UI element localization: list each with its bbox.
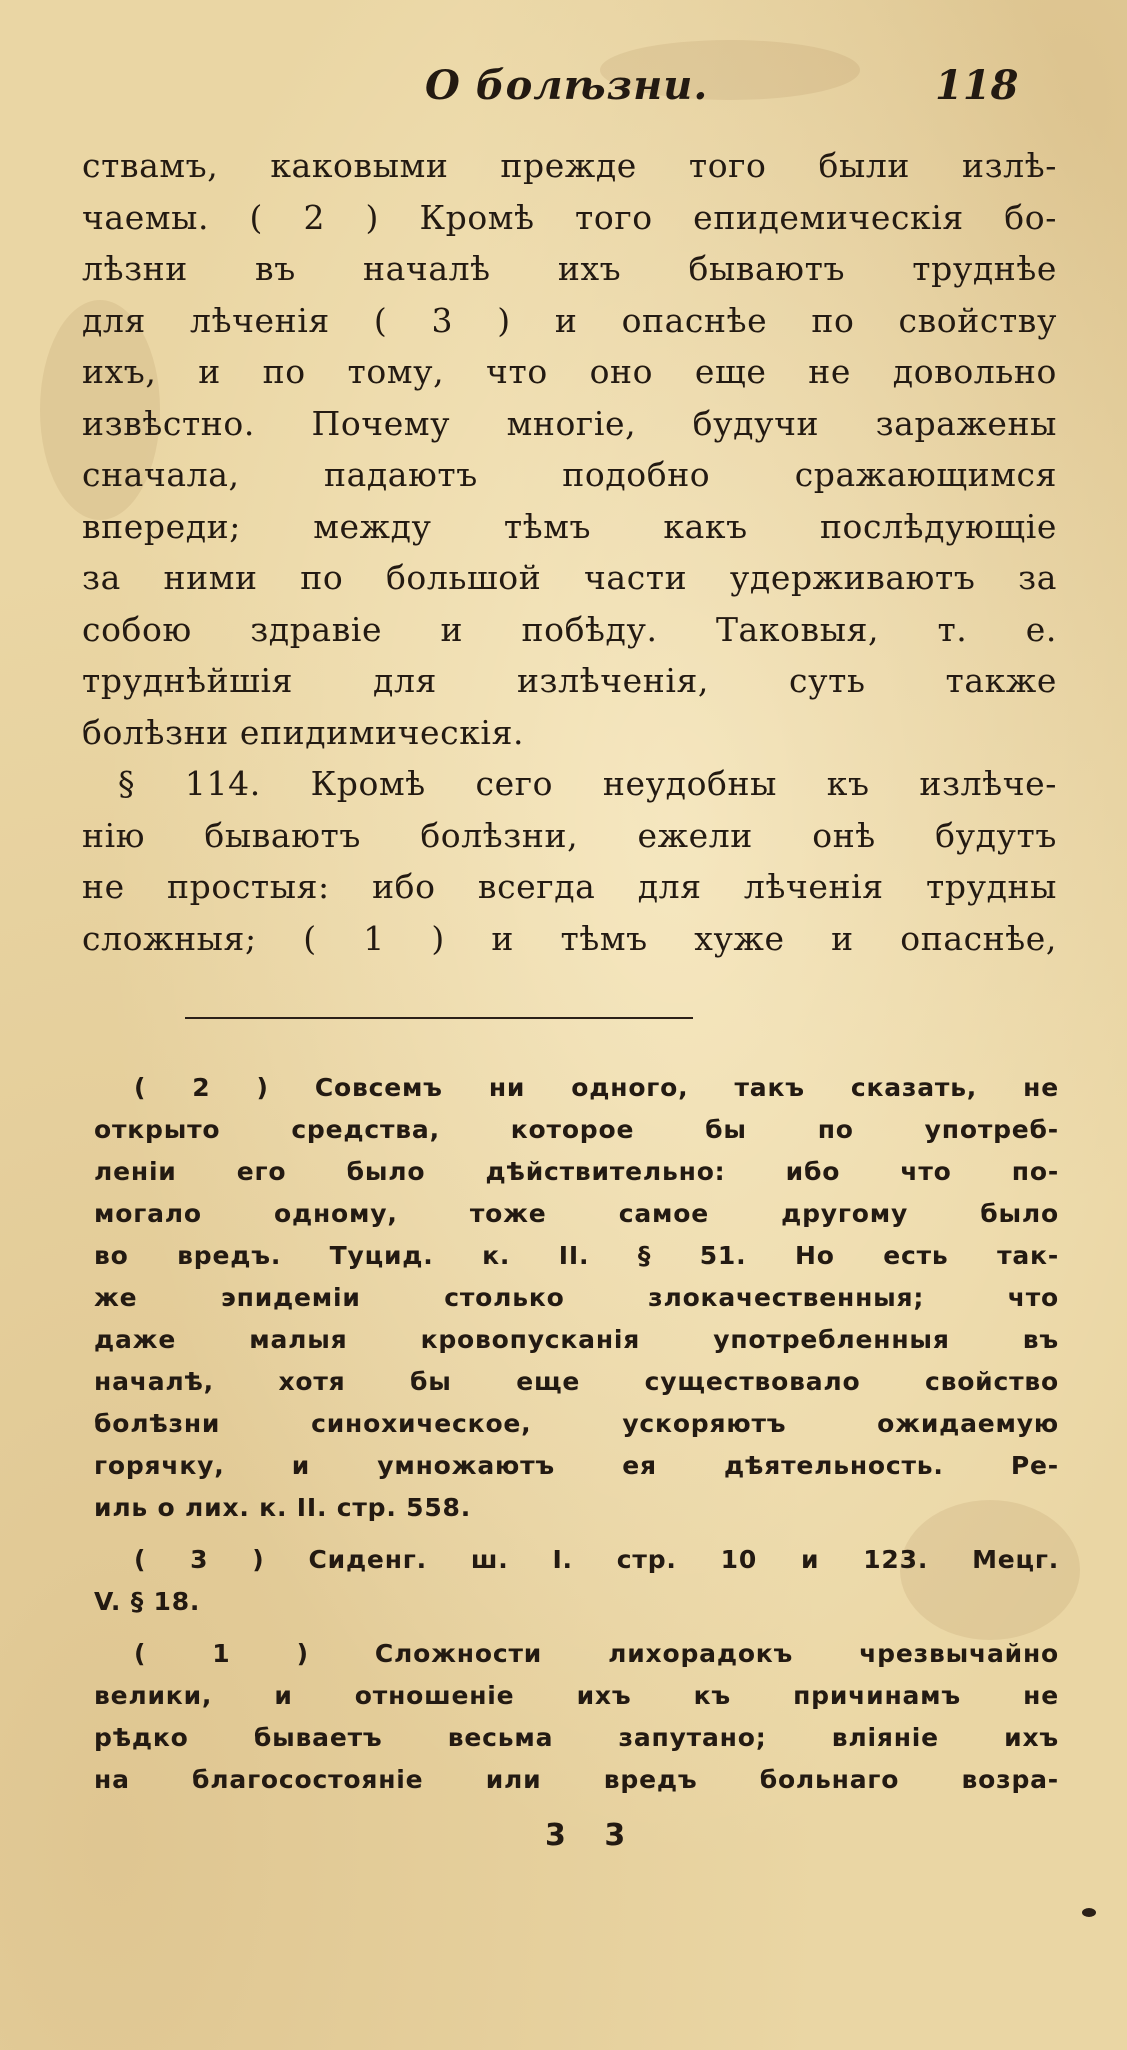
- page-header: [0, 62, 1127, 122]
- footnote-line: же эпидеміи столько злокачественныя; что: [94, 1283, 1059, 1312]
- footnote-line: могало одному, тоже самое другому было: [94, 1199, 1059, 1228]
- text-line: сложныя; ( 1 ) и тѣмъ хуже и опаснѣе,: [82, 918, 1057, 958]
- footnote-line: на благосостояніе или вредъ больнаго возра-: [94, 1765, 1059, 1794]
- text-line: лѣзни въ началѣ ихъ бываютъ труднѣе: [82, 249, 1057, 288]
- footnote-line: даже малыя кровопусканія употребленныя въ: [94, 1325, 1059, 1354]
- footnote-line: леніи его было дѣйствительно: ибо что по-: [94, 1157, 1059, 1186]
- text-line: впереди; между тѣмъ какъ послѣдующіе: [82, 506, 1057, 546]
- footnote-line: во вредъ. Туцид. к. II. § 51. Но есть так-: [94, 1241, 1059, 1270]
- footnote-line: горячку, и умножаютъ ея дѣятельность. Ре-: [94, 1451, 1059, 1480]
- footnote-line: рѣдко бываетъ весьма запутано; вліяніе ихъ: [94, 1723, 1059, 1752]
- footnote-line: ( 3 ) Сиденг. ш. I. стр. 10 и 123. Мецг.: [134, 1545, 1059, 1574]
- text-line: для лѣченія ( 3 ) и опаснѣе по свойству: [82, 300, 1057, 340]
- footnote-gap: [94, 1529, 1059, 1539]
- running-head: О болѣзни.: [425, 62, 709, 109]
- text-line: не простыя: ибо всегда для лѣченія трудны: [82, 867, 1057, 906]
- footnote-line: V. § 18.: [94, 1587, 201, 1616]
- text-line: собою здравіе и побѣду. Таковыя, т. е.: [82, 609, 1057, 649]
- footnote-line: иль о лих. к. II. стр. 558.: [94, 1493, 472, 1522]
- page-number: 118: [935, 62, 1019, 109]
- ink-dot: [1082, 1908, 1096, 1917]
- text-line: болѣзни епидимическія.: [82, 712, 525, 752]
- text-line: извѣстно. Почему многіе, будучи заражены: [82, 403, 1057, 443]
- footnote-divider: [185, 1017, 693, 1019]
- signature-mark: 3 3: [545, 1818, 640, 1853]
- text-line: чаемы. ( 2 ) Кромѣ того епидемическія бо-: [82, 197, 1057, 237]
- section-start-line: § 114. Кромѣ сего неудобны къ излѣче-: [118, 764, 1057, 803]
- footnotes: [94, 1067, 1059, 1801]
- footnote-line: болѣзни синохическое, ускоряютъ ожидаемую: [94, 1409, 1059, 1438]
- footnote-line: велики, и отношеніе ихъ къ причинамъ не: [94, 1681, 1059, 1710]
- footnote-line: ( 2 ) Совсемъ ни одного, такъ сказать, не: [134, 1073, 1059, 1102]
- text-line: ствамъ, каковыми прежде того были излѣ-: [82, 146, 1057, 185]
- main-text: [82, 140, 1057, 964]
- footnote-line: открыто средства, которое бы по употреб-: [94, 1115, 1059, 1144]
- footnote-line: ( 1 ) Сложности лихорадокъ чрезвычайно: [134, 1639, 1059, 1668]
- text-line: труднѣйшія для излѣченія, суть также: [82, 661, 1057, 700]
- text-line: за ними по большой части удерживаютъ за: [82, 558, 1057, 597]
- footnote-gap: [94, 1623, 1059, 1633]
- text-line: сначала, падаютъ подобно сражающимся: [82, 455, 1057, 494]
- footnote-line: началѣ, хотя бы еще существовало свойство: [94, 1367, 1059, 1396]
- text-line: нію бываютъ болѣзни, ежели онѣ будутъ: [82, 815, 1057, 855]
- text-line: ихъ, и по тому, что оно еще не довольно: [82, 352, 1057, 391]
